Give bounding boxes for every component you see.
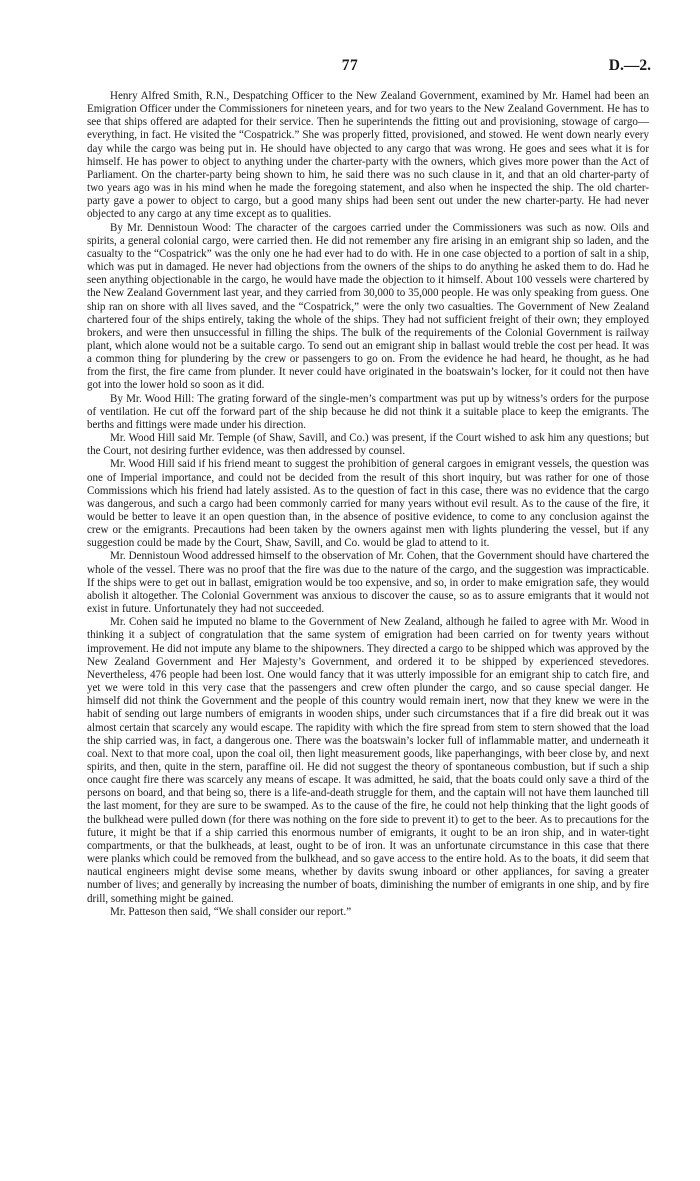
page-number: 77 — [341, 57, 359, 74]
page-header — [0, 57, 700, 77]
paragraph-patteson-closing: Mr. Patteson then said, “We shall consider our report.” — [110, 905, 352, 918]
paragraph-dennistoun-wood-address: Mr. Dennistoun Wood addressed himself to the observation of Mr. Cohen, that the Government should have chartered the whole of the vessel. There was no proof that the fire was due to the nature of the cargo, and the suggestion was impracticable. If the ships were to get out in ballast, emigration would be too expensive, and so, in order to make emigration safe, they would abolish it altogether. The Colonial Government was anxious to discover the cause, so as to assure emigrants that it would not exist in future. Unfortunately they had not succeeded. — [87, 550, 649, 616]
document-body — [87, 90, 649, 919]
paragraph-dennistoun-wood-question: By Mr. Dennistoun Wood: The character of the cargoes carried under the Commissioners was such as now. Oils and spirits, a general colonial cargo, were carried then. He did not remember any fire arising in an emigrant ship so laden, and the casualty to the “Cospatrick” was the only one he had ever had to do with. He in one case objected to a portion of salt in a ship, which was put in damaged. He never had objections from the owners of the ships to do anything he asked them to do. Had he seen anything objectionable in the cargo, he would have made the objection to it himself. About 100 vessels were chartered by the New Zealand Government last year, and they carried from 30,000 to 35,000 people. He was only speaking from guess. One ship ran on shore with all lives saved, and the “Cospatrick,” were the only two casualties. The Government of New Zealand chartered four of the ships entirely, taking the whole of the ships. They had not sufficient freight of their own; they employed brokers, and were then unsuccessful in filling the ships. The bulk of the requirements of the Colonial Government is railway plant, which alone would not be a suitable cargo. To send out an emigrant ship in ballast would treble the cost per head. It was a common thing for plundering by the crew or passengers to go on. From the evidence he had heard, he thought, as he had from the first, the fire came from plunder. It never could have originated in the boatswain’s locker, for it could not then have got into the lower hold so soon as it did. — [87, 221, 649, 392]
paragraph-wood-hill-question: By Mr. Wood Hill: The grating forward of the single-men’s compartment was put up by witness’s orders for the purpose of ventilation. He cut off the forward part of the ship because he did not think it a suitable place to keep the emigrants. The berths and fittings were made under his direction. — [87, 392, 649, 431]
paragraph-temple-present: Mr. Wood Hill said Mr. Temple (of Shaw, Savill, and Co.) was present, if the Court wished to ask him any questions; but the Court, not desiring further evidence, was then addressed by counsel. — [87, 432, 649, 458]
document-reference: D.—2. — [608, 57, 651, 74]
paragraph-smith-examination: Henry Alfred Smith, R.N., Despatching Officer to the New Zealand Government, examined by Mr. Hamel had been an Emigration Officer under the Commissioners for nineteen years, and for two years to the New Zealand Government. He has to see that ships offered are adapted for their service. Then he superintends the fitting out and provisioning, stowage of cargo—everything, in fact. He visited the “Cospatrick.” She was properly fitted, provisioned, and stowed. He went down nearly every day while the cargo was being put in. He should have objected to any cargo that was wrong. He goes and sees what it is for himself. He has power to object to anything under the charter-party with the owners, which gives more power than the Act of Parliament. On the charter-party being shown to him, he said there was no such clause in it, and that an old charter-party of two years ago was in his mind when he made the foregoing statement, and also when he inspected the ship. The old charter-party gave a power to object to cargo, but a good many ships had been sent out under the new charter-party. He had never objected to any cargo at any time except as to qualities. — [87, 90, 649, 221]
paragraph-cohen-address: Mr. Cohen said he imputed no blame to the Government of New Zealand, although he failed to agree with Mr. Wood in thinking it a subject of congratulation that the same system of emigration had been carried on for twenty years without improvement. He did not impute any blame to the shipowners. They directed a cargo to be shipped which was approved by the New Zealand Government and Her Majesty’s Government, and ordered it to be shipped by experienced stevedores. Nevertheless, 476 people had been lost. One would fancy that it was utterly impossible for an emigrant ship to catch fire, and yet we were told in this very case that the passengers and crew often plunder the cargo, and so cause special danger. He himself did not think the Government and the people of this country would remain inert, now that they knew we were in the habit of sending out large numbers of emigrants in wooden ships, under such circumstances that if a fire did break out it was almost certain that scarcely any would escape. The rapidity with which the fire spread from stem to stern showed that the load the ship carried was, in fact, a dangerous one. There was the boatswain’s locker full of inflammable matter, and underneath it coal. Next to that more coal, upon the coal oil, then light measurement goods, like paperhangings, with beer close by, and next spirits, and then, quite in the stern, paraffine oil. He did not suggest the theory of spontaneous combustion, but if such a ship once caught fire there was scarcely any means of escape. It was admitted, he said, that the boats could only save a third of the persons on board, and that being so, there is a life-and-death struggle for them, and the captain will not have them launched till the last moment, for they are sure to be swamped. As to the cause of the fire, he could not help thinking that the light goods of the bulkhead were pulled down (for there was nothing on the fore side to prevent it) to get to the beer. As to precautions for the future, it might be that if a ship carried this enormous number of emigrants, it ought to be an iron ship, and in water-tight compartments, or that the bulkheads, at least, ought to be of iron. It was an unfortunate circumstance in this case that there were planks which could be removed from the bulkhead, and so gave access to the entire hold. As to the boats, it did seem that nautical engineers might devise some means, whether by davits swung inboard or other appliances, for saving a greater number of lives; and generally by increasing the number of boats, diminishing the number of emigrants in one ship, and by fire drill, something might be gained. — [87, 616, 649, 905]
paragraph-wood-hill-address: Mr. Wood Hill said if his friend meant to suggest the prohibition of general cargoes in emigrant vessels, the question was one of Imperial importance, and could not be decided from the result of this short inquiry, but was rather for one of those Commissions which his friend had lately assisted. As to the question of fact in this case, there was no evidence that the cargo was dangerous, and such a cargo had been commonly carried for many years without evil result. As to the cause of the fire, it would be better to leave it an open question than, in the absence of positive evidence, to come to any conclusion against the crew or the emigrants. Precautions had been taken by the owners against men with lights plundering the vessel, but if any suggestion could be made by the Court, Shaw, Savill, and Co. would be glad to attend to it. — [87, 458, 649, 550]
